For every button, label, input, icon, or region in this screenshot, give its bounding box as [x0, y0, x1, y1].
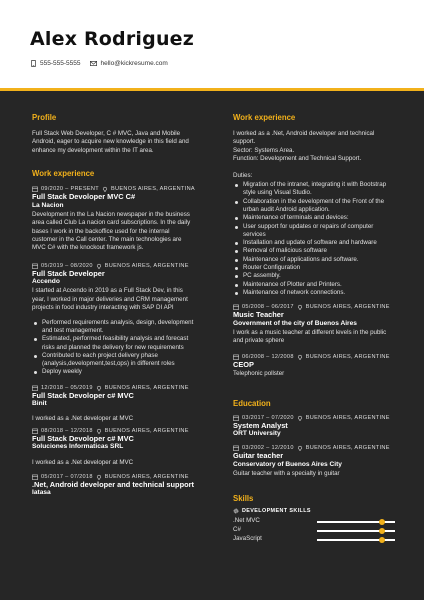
- skill-row: [233, 535, 395, 544]
- skill-track: [317, 521, 395, 523]
- entry-meta: [32, 385, 196, 391]
- skill-level-marker: [379, 528, 385, 534]
- entry-dates: 03/2002 – 12/2010: [242, 445, 294, 452]
- job-title: Full Stack Devoloper c# MVC: [32, 390, 134, 400]
- entry-location: BUENOS AIRES, ARGENTINE: [305, 414, 390, 421]
- job-title: Full Stack Devoloper c# MVC: [32, 433, 134, 443]
- duty-item: Migration of the intranet, integrating it with Bootstrap style using Visual Studio.: [233, 181, 395, 198]
- job-title: CEOP: [233, 359, 254, 369]
- skills-list: [233, 517, 395, 544]
- entry-dates: 06/2008 – 12/2008: [242, 353, 294, 360]
- profile-heading: Profile: [32, 113, 57, 122]
- job-description: I started at Accendo in 2019 as a Full Stack Dev, in this year, I worked in major deliveries and CRM management projects in food industry interacting with SAP DI API: [32, 287, 188, 312]
- phone-contact: [30, 60, 80, 67]
- work-entry: [32, 474, 196, 498]
- work-entry: [233, 304, 395, 345]
- contact-row: [30, 60, 168, 67]
- school-name: ORT University: [233, 430, 281, 438]
- skill-row: [233, 526, 395, 535]
- job-title: Full Stack Developer: [32, 268, 105, 278]
- duty-item: Maintenance of network connections.: [233, 289, 395, 297]
- work-entry: [32, 428, 196, 468]
- location-pin-icon: [96, 474, 102, 480]
- entry-meta: [32, 428, 196, 434]
- resume-header: [0, 0, 424, 88]
- duty-item: Router Configuration: [233, 264, 395, 272]
- job-company: Accendo: [32, 278, 60, 286]
- email-text[interactable]: hello@kickresume.com: [100, 60, 168, 67]
- duty-item: PC assembly.: [233, 272, 395, 280]
- location-pin-icon: [297, 445, 303, 451]
- duty-item: User support for updates or repairs of computer services: [233, 223, 395, 240]
- entry-location: BUENOS AIRES, ARGENTINE: [104, 473, 189, 480]
- job-bullets: [32, 319, 196, 377]
- work-entry: [32, 385, 196, 424]
- resume-body: [0, 91, 424, 600]
- right-column: [233, 113, 395, 544]
- job-description: I work as a music teacher at different levels in the public and private sphere: [233, 328, 387, 345]
- phone-text: 555-555-5555: [40, 60, 81, 67]
- job-title: Full Stack Devoloper MVC C#: [32, 192, 136, 202]
- duty-item: Maintenance of applications and software.: [233, 256, 395, 264]
- bullet-item: Estimated, performed feasibility analysis and forecast risks and planned the delivery for new requirements: [32, 335, 196, 352]
- entry-dates: 08/2018 – 12/2018: [41, 427, 93, 434]
- entry-dates: 05/2008 – 06/2017: [242, 304, 294, 311]
- work-sector: Sector: Systems Area.: [233, 146, 295, 154]
- job-title: Music Teacher: [233, 310, 284, 320]
- calendar-icon: [233, 354, 239, 360]
- entry-location: BUENOS AIRES, ARGENTINA: [110, 186, 195, 193]
- job-company: Government of the city of Buenos Aires: [233, 319, 357, 327]
- skill-name: .Net MVC: [233, 517, 260, 525]
- duty-item: Collaboration in the development of the Front of the urban audit Android application.: [233, 198, 395, 215]
- location-pin-icon: [297, 354, 303, 360]
- calendar-icon: [32, 385, 38, 391]
- duty-item: Maintenance of terminals and devices:: [233, 214, 395, 222]
- entry-location: BUENOS AIRES, ARGENTINE: [305, 304, 390, 311]
- work-heading-left: Work experience: [32, 169, 95, 179]
- job-company: Iatasa: [32, 489, 51, 497]
- duties-label: Duties:: [233, 171, 253, 179]
- job-description: I worked as a .Net developer at MVC: [32, 415, 134, 423]
- candidate-name: Alex Rodriguez: [30, 28, 195, 50]
- location-pin-icon: [96, 428, 102, 434]
- duty-item: Installation and update of software and hardware: [233, 239, 395, 247]
- calendar-icon: [32, 263, 38, 269]
- entry-meta: [233, 415, 395, 421]
- calendar-icon: [32, 428, 38, 434]
- skills-heading: Skills: [233, 494, 254, 504]
- entry-location: BUENOS AIRES, ARGENTINE: [104, 427, 189, 434]
- entry-meta: [32, 474, 196, 480]
- phone-icon: [30, 60, 37, 67]
- degree-title: System Analyst: [233, 420, 288, 430]
- profile-text: Full Stack Web Developer, C # MVC, Java and Mobile Android, eager to acquire new knowledge in this field and enhance my development within the IT area.: [32, 130, 189, 154]
- entry-dates: 09/2020 – PRESENT: [41, 186, 99, 193]
- envelope-icon: [90, 60, 97, 67]
- education-heading: Education: [233, 398, 271, 408]
- work-entry: [233, 354, 395, 379]
- skills-group-label: DEVELOPMENT SKILLS: [242, 508, 311, 515]
- job-company: Soluciones Informaticas SRL: [32, 443, 124, 451]
- work-entry: [32, 186, 196, 253]
- calendar-icon: [32, 474, 38, 480]
- skill-name: JavaScript: [233, 535, 262, 543]
- work-intro: I worked as a .Net, Android developer and technical support.: [233, 130, 375, 146]
- work-function: Function: Development and Technical Support.: [233, 155, 362, 163]
- education-description: Guitar teacher with a specialty in guitar: [233, 469, 340, 477]
- location-pin-icon: [297, 304, 303, 310]
- skill-level-marker: [379, 519, 385, 525]
- skill-level-marker: [379, 537, 385, 543]
- duties-list: [233, 181, 395, 297]
- bullet-item: Deploy weekly: [32, 368, 196, 376]
- entry-dates: 12/2018 – 05/2019: [41, 384, 93, 391]
- calendar-icon: [233, 415, 239, 421]
- skill-track: [317, 539, 395, 541]
- entry-location: BUENOS AIRES, ARGENTINE: [104, 384, 189, 391]
- work-heading-right: Work experience: [233, 113, 296, 122]
- location-pin-icon: [96, 263, 102, 269]
- left-column: [32, 113, 196, 497]
- location-pin-icon: [96, 385, 102, 391]
- job-title: .Net, Android developer and technical support: [32, 479, 194, 489]
- entry-meta: [32, 263, 196, 269]
- skills-group-header: [233, 508, 395, 514]
- entry-location: BUENOS AIRES, ARGENTINE: [104, 262, 189, 269]
- job-description: Telephonic pollster: [233, 370, 285, 378]
- duty-item: Removal of malicious software: [233, 247, 395, 255]
- gear-icon: [233, 508, 239, 514]
- school-name: Conservatory of Buenos Aires City: [233, 460, 342, 468]
- email-contact[interactable]: [90, 60, 167, 67]
- entry-location: BUENOS AIRES, ARGENTINE: [305, 445, 390, 452]
- entry-location: BUENOS AIRES, ARGENTINE: [305, 353, 390, 360]
- bullet-item: Performed requirements analysis, design, development and test management.: [32, 319, 196, 336]
- location-pin-icon: [297, 415, 303, 421]
- bullet-item: Contributed to each project delivery phase (analysis,development,test,ops) in different roles: [32, 352, 196, 369]
- degree-title: Guitar teacher: [233, 451, 284, 461]
- skill-track: [317, 530, 395, 532]
- skill-row: [233, 517, 395, 526]
- duty-item: Maintenance of Plotter and Printers.: [233, 281, 395, 289]
- entry-meta: [233, 354, 395, 360]
- education-entry: [233, 415, 395, 439]
- job-description: Development in the La Nacion newspaper in the business area called Club La nacion card subscriptions. In the daily bases I work in the backoffice used for the internal customer in the Call center. The main technologies are MVC C# with the knockout framework js.: [32, 210, 191, 252]
- job-company: La Nacion: [32, 201, 64, 209]
- skill-name: C#: [233, 526, 241, 534]
- entry-dates: 05/2017 – 07/2018: [41, 473, 93, 480]
- entry-dates: 05/2019 – 08/2020: [41, 262, 93, 269]
- job-company: Binit: [32, 400, 47, 408]
- job-description: I worked as a .Net developer at MVC: [32, 459, 134, 467]
- education-entry: [233, 445, 395, 478]
- work-entry: [32, 263, 196, 377]
- entry-dates: 03/2017 – 07/2020: [242, 414, 294, 421]
